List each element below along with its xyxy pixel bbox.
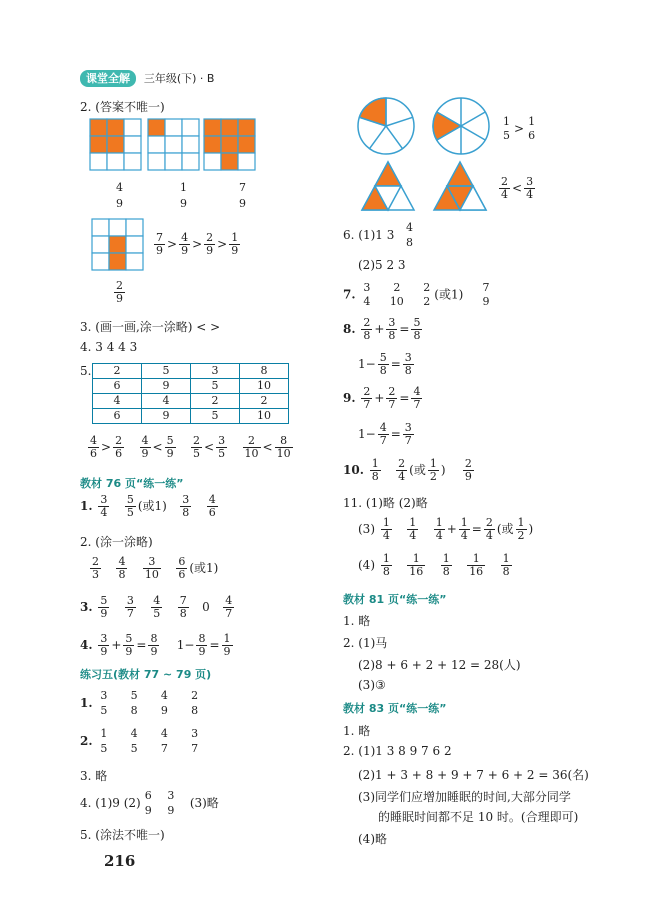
book-title: 三年级(下) · B	[143, 72, 215, 85]
q2-title: 2. (答案不唯一)	[80, 100, 165, 114]
table-row: 2 5 3 8	[93, 364, 289, 379]
section-heading-81: 教材 81 页“练一练”	[343, 593, 447, 606]
q6a: 6. (1)1 3 4 8	[343, 221, 413, 249]
q4: 4. 3 4 4 3	[80, 340, 138, 354]
q9-eq1: 9. $\frac{2}{7}$ + $\frac{2}{7}$ = $\frac{4}{7}$	[343, 385, 421, 411]
s2-items: $\frac{2}{3}$ $\frac{4}{8}$ $\frac{3}{10}$ $\frac{6}{6}$ (或1)	[92, 555, 219, 581]
grid-4-9	[90, 119, 141, 170]
q8-eq1: 8. $\frac{2}{8}$ + $\frac{3}{8}$ = $\frac{5}{8}$	[343, 316, 421, 342]
r83-2b: (2)1 + 3 + 8 + 9 + 7 + 6 + 2 = 36(名)	[358, 768, 589, 782]
circle-diagrams	[355, 95, 495, 157]
r81-2b: (2)8 + 6 + 2 + 12 = 28(人)	[358, 658, 521, 672]
triangle-quarters-2	[362, 162, 414, 210]
triangle-compare: $\frac{2}{4}$ < $\frac{3}{4}$	[501, 175, 534, 201]
q2-frac-3: 7 9	[239, 181, 246, 210]
s1: 1. $\frac{3}{4}$ $\frac{5}{5}$ (或1) $\frac{3}{8}$ $\frac{4}{6}$	[80, 493, 216, 519]
q7: 7. 3 4 2 10 2 2 (或1) 7 9	[343, 281, 490, 308]
p2: 2. 1 5 4 5 4 7 3 7	[80, 727, 199, 755]
p1: 1. 3 5 5 8 4 9 2 8	[80, 689, 199, 717]
r81-1: 1. 略	[343, 614, 371, 628]
q9-eq2: 1− $\frac{4}{7}$ = $\frac{3}{7}$	[358, 421, 412, 447]
q2-compare: $\frac{7}{9}$ > $\frac{4}{9}$ > $\frac{2}{9}$ > $\frac{1}{9}$	[156, 231, 239, 257]
circle-sixths	[433, 98, 489, 154]
r83-2c2: 的睡眠时间都不足 10 时。(合理即可)	[378, 810, 579, 824]
p5: 5. (涂法不唯一)	[80, 828, 165, 842]
section-heading-76: 教材 76 页“练一练”	[80, 477, 184, 490]
q2-frac-2: 1 9	[180, 181, 187, 210]
circle-fifths	[358, 98, 414, 154]
triangle-diagrams	[360, 160, 490, 212]
r81-2c: (3)③	[358, 678, 386, 692]
section-heading-83: 教材 83 页“练一练”	[343, 702, 447, 715]
q3: 3. (画一画,涂一涂略) < >	[80, 320, 221, 334]
section-heading-77: 练习五(教材 77 ~ 79 页)	[80, 668, 212, 681]
table-row: 6 9 5 10	[93, 409, 289, 424]
triangle-quarters-3	[434, 162, 486, 210]
q5-compare: $\frac{4}{6}$ > $\frac{2}{6}$ $\frac{4}{9}$ < $\frac{5}{9}$ $\frac{2}{5}$ < $\frac{3}{5}$ $\frac{2}{10}$ < $\frac{8}{10}$	[90, 434, 291, 460]
q2-frac-1: 4 9	[116, 181, 123, 210]
s3: 3. $\frac{5}{9}$ $\frac{3}{7}$ $\frac{4}{5}$ $\frac{7}{8}$ 0 $\frac{4}{7}$	[80, 594, 233, 620]
q6b: (2)5 2 3	[358, 258, 406, 272]
q2-grid-2-9	[90, 217, 146, 273]
q2-frac-last: $\frac{2}{9}$	[116, 279, 123, 305]
q2-grids	[88, 117, 258, 172]
header	[80, 70, 214, 86]
r83-1: 1. 略	[343, 724, 371, 738]
grid-7-9	[204, 119, 255, 170]
q5-table	[92, 363, 289, 424]
grid-1-9	[148, 119, 199, 170]
page-number: 216	[104, 852, 136, 870]
p4: 4. (1)9 (2) 6 9 3 9 (3)略	[80, 789, 219, 817]
q10: 10. $\frac{1}{8}$ $\frac{2}{4}$ (或 $\frac{1}{2}$ ) $\frac{2}{9}$	[343, 457, 472, 483]
table-row: 6 9 5 10	[93, 379, 289, 394]
book-logo: 课堂全解	[80, 70, 136, 87]
s4: 4. $\frac{3}{9}$ + $\frac{5}{9}$ = $\frac{8}{9}$ 1− $\frac{8}{9}$ = $\frac{1}{9}$	[80, 632, 231, 658]
table-row: 4 4 2 2	[93, 394, 289, 409]
q5-label: 5.	[80, 364, 92, 378]
q11-4: (4) $\frac{1}{8}$ $\frac{1}{16}$ $\frac{1}{8}$ $\frac{1}{16}$ $\frac{1}{8}$	[358, 552, 510, 578]
q11: 11. (1)略 (2)略	[343, 496, 428, 510]
p3: 3. 略	[80, 769, 108, 783]
r83-2d: (4)略	[358, 832, 387, 846]
circle-compare: 1 5 > 1 6	[503, 115, 536, 142]
r83-2: 2. (1)1 3 8 9 7 6 2	[343, 744, 452, 758]
q11-3: (3) $\frac{1}{4}$ $\frac{1}{4}$ $\frac{1}{4}$ + $\frac{1}{4}$ = $\frac{2}{4}$ (或 $\frac{1}{2}$ )	[358, 516, 534, 542]
r81-2: 2. (1)马	[343, 636, 388, 650]
r83-2c: (3)同学们应增加睡眠的时间,大部分同学	[358, 790, 571, 804]
s2-title: 2. (涂一涂略)	[80, 535, 153, 549]
q8-eq2: 1− $\frac{5}{8}$ = $\frac{3}{8}$	[358, 351, 412, 377]
